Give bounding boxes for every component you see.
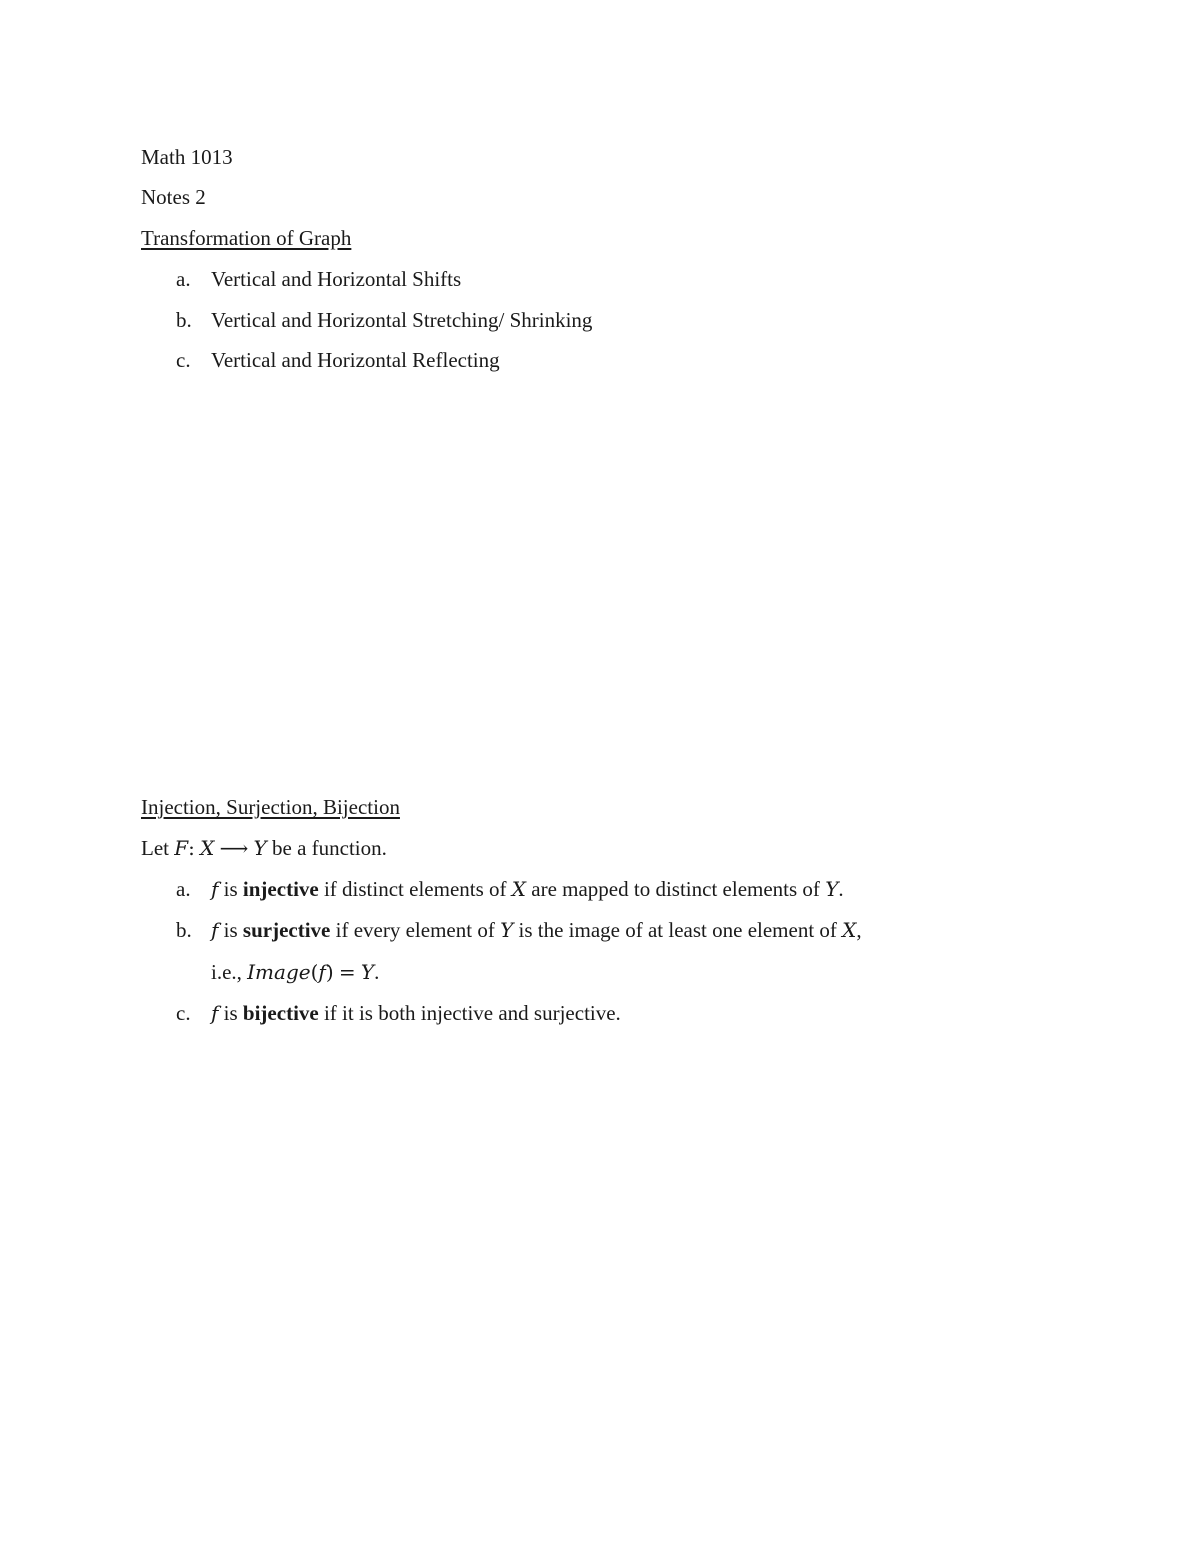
list-item: Vertical and Horizontal Stretching/ Shrinking [211, 308, 593, 332]
intro-let: Let [141, 836, 169, 860]
definition-injective [211, 879, 844, 900]
word-is: is [223, 1001, 238, 1025]
definition-surjective-continuation [211, 962, 379, 983]
math-arrow: ⟶ [219, 836, 249, 860]
term-surjective: surjective [242, 918, 331, 942]
term-injective: injective [242, 877, 319, 901]
list-item: Vertical and Horizontal Reflecting [211, 348, 500, 372]
list-item: Vertical and Horizontal Shifts [211, 267, 462, 291]
list-marker: a. [176, 267, 191, 291]
math-X: X [511, 877, 527, 901]
list-marker: c. [176, 348, 191, 372]
punctuation: . [374, 960, 380, 984]
intro-rest: be a function. [272, 836, 387, 860]
definition-text: if distinct elements of [323, 877, 507, 901]
math-Y: Y [500, 918, 514, 942]
word-is: is [223, 918, 238, 942]
math-f: f [211, 918, 219, 942]
notes-number: Notes 2 [141, 185, 206, 209]
math-Y: Y [825, 877, 839, 901]
math-X: X [842, 918, 857, 942]
math-X: X [200, 836, 215, 860]
definition-bijective [211, 1003, 621, 1024]
math-Y: Y [360, 960, 375, 984]
list-marker: b. [176, 308, 192, 332]
math-Y: Y [253, 836, 267, 860]
function-definition [141, 838, 387, 859]
punctuation: . [838, 877, 844, 901]
definition-text: is the image of at least one element of [518, 918, 837, 942]
section-heading-injection: Injection, Surjection, Bijection [141, 795, 400, 819]
section-heading-transformation: Transformation of Graph [141, 226, 352, 250]
list-marker: b. [176, 918, 192, 942]
definition-text: are mapped to distinct elements of [531, 877, 820, 901]
math-f: f [211, 877, 219, 901]
list-marker: a. [176, 877, 191, 901]
math-f: f [318, 960, 326, 984]
word-is: is [223, 877, 238, 901]
list-marker: c. [176, 1001, 191, 1025]
definition-text: if every element of [335, 918, 495, 942]
math-paren-close: ) [325, 960, 334, 984]
course-title: Math 1013 [141, 145, 233, 169]
ie-prefix: i.e., [211, 960, 242, 984]
definition-surjective [211, 920, 862, 941]
math-colon: : [188, 836, 195, 860]
math-F: F [174, 836, 189, 860]
definition-text: if it is both injective and surjective. [323, 1001, 621, 1025]
math-paren-open: ( [310, 960, 319, 984]
math-f: f [211, 1001, 219, 1025]
math-equals: = [338, 960, 356, 984]
punctuation: , [856, 918, 862, 942]
math-image: Image [247, 960, 311, 984]
term-bijective: bijective [242, 1001, 319, 1025]
